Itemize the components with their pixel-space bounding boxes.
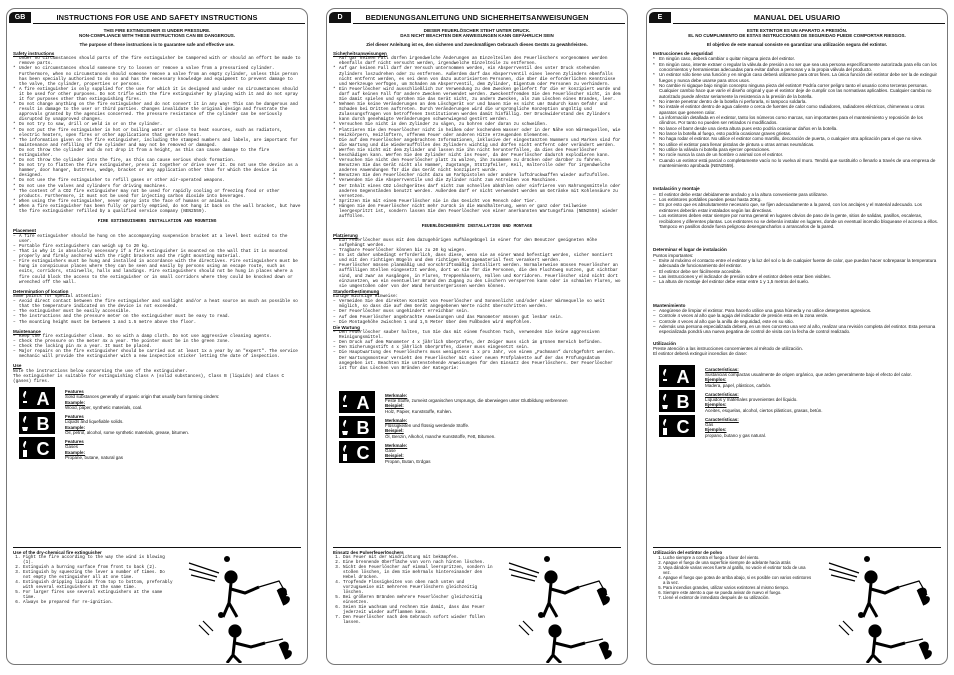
maintenance-list xyxy=(653,308,941,335)
fire-class-c: C Características: Gas Ejemplos: propano, butano y gas natural. xyxy=(653,415,941,437)
lead-line-1: ESTE EXTINTOR ES UN APARATO A PRESIÓN. xyxy=(746,28,848,33)
fire-class-b: B Características: Líquidos y materiales provenientes del líquido. Ejemplos: Aceites, esquelas, alcohol, ciertos plásticos, grasas, betún. xyxy=(653,390,941,412)
list-item: * Der Inhalt eines CO2 Löschgerätes darf nicht zum schnellen abkühlen oder einfrieren von Nahrungsmitteln oder anderen Gegenständen benutzt werden. Außerdem darf er nicht verwendet werden um Getränke mit Kohlensäure zu versetzen. xyxy=(333,183,621,199)
fire-class-c-icon xyxy=(19,437,55,459)
list-item: – That is why it is absolutely necessary if a fire extinguisher is mounted on the wall that it is mounted properly and firmly anchored with the right brackets and the right mounting material. xyxy=(13,249,288,260)
install-list xyxy=(653,192,941,229)
list-item: 5. For larger fires use several extinguishers at the same time. xyxy=(23,590,173,600)
list-item: 6. Always be prepared for re-ignition. xyxy=(23,600,173,605)
purpose: The purpose of these instructions is to guarantee safe and effective use. xyxy=(79,41,235,47)
list-item: – Los extintores portátiles pueden pesar hasta 20Kg. xyxy=(653,197,762,203)
list-item: – Keep the fire extinguisher clean. Do so with a damp cloth. Do not use aggressive cleaning agents. xyxy=(13,334,272,340)
list-item: – Los extintores deben estar siempre por norma general en lugares obvios de paso de la gente, sitios de salidas, pasillos, escaleras, recibidores y diferentes plantas. Los extintores no se deberán instalar en lugares, donde un eventual incendio bloquease el acceso a éllos. Tampoco en pasillos donde fuera peligroso desengancharlos o arrancarlos de la pared. xyxy=(653,213,939,229)
list-item: 7. Den Feuerlöscher nach dem Gebrauch sofort wieder füllen lassen. xyxy=(343,615,493,625)
location-list xyxy=(653,258,941,285)
list-item: * Hängen Sie den Feuerlöscher nicht mehr zurück in die Wandhalterung, wenn er ganz oder teilweise leergespritzt ist, sondern lassen Sie den Feuerlöscher von einer anerkannten Wartungsfirma (NEN2559) wieder auffüllen. xyxy=(333,203,618,220)
lead-line-2: EL NO CUMPLIMIENTO DE ESTAS INSTRUCCIONES DE SEGURIDAD PUEDE COMPORTAR RIESGOS. xyxy=(688,33,906,39)
placement-list xyxy=(333,238,621,289)
fire-class-c-icon xyxy=(339,441,375,463)
class-letter: B xyxy=(676,391,690,412)
list-item: – Check the locking pin 4x a year. It must be placed. xyxy=(13,344,152,350)
list-item: – Feuerlöscher müssen planmäßig und vorschriftsmäßig installiert werden. Normalerweise müssen Feuerlöscher an auffälligen Stellen eingesetzt werden, dort wo sie für die Personen, die den Fluchtweg nutzen, gut sichtbar sind, und zwar an Ausgängen, in Fluren, Treppenhäusern, Hallen und Korridoren. Feuerlöscher sind nicht dort einzusetzen, wo ein eventueller Brand den Zugang zu den Löschern versperren kann oder in schmalen Fluren, wo sie umgestoßen oder von der Wand heruntergerissen werden können. xyxy=(333,263,621,289)
fire-class-c: C Merkmale: Gase Beispiel: Propan, Butan, Erdgas xyxy=(333,441,621,463)
list-item: * Do not put the fire extinguisher in hot or boiling water or close to heat sources, such as radiators, electric heaters, open fires or other applications that generate heat. xyxy=(13,127,283,138)
fire-class-c-icon xyxy=(659,415,695,437)
purpose: El objetivo de este manual consiste en garantizar una utilización segura del extintor. xyxy=(706,41,888,47)
list-item: * Do not use the valves and cylinders for driving machines. xyxy=(13,183,168,189)
use-text-1: Preste atención a las instrucciones concernientes al método de utilización. xyxy=(653,346,803,352)
class-letter: C xyxy=(356,442,370,463)
list-item: * Under no circumstances should parts of the fire extinguisher be tampered with or should an effort be made to remove parts. xyxy=(13,56,301,67)
list-item: * Do not change anything on the fire extinguisher and do not convert it in any way! This can be dangerous and result in damage to the user or third parties. Changes invalidate the original design and frustrate the approvals granted by the agencies concerned. The pressure resistance of the cylinder can be seriously disrupted by unapproved changes. xyxy=(13,102,298,123)
fire-class-b: B Features Liquids and liquefiable solids. Example: Oil, petrol, alcohol, some synthetic materials, grease, bitumen. xyxy=(13,412,301,434)
usage-heading: Use of the dry-chemical fire extinguisher xyxy=(13,550,102,555)
maintenance-heading: Maintenance xyxy=(13,328,41,334)
location-list xyxy=(333,299,621,324)
fire-class-a-icon xyxy=(19,387,55,409)
list-item: * Werfen Sie nicht mit dem Zylinder und lassen Sie ihn nicht herunterfallen, da dies den Feuerlöscher beschädigen kann. Werfen Sie den Zylinder nicht ins Feuer, da der Feuerlöscher dadurch explodieren kann. xyxy=(333,147,611,159)
class-letter: A xyxy=(356,392,370,413)
list-item: * No rocíe nunca la cara de un hombre o animal con el extintor. xyxy=(653,152,784,158)
class-letter: A xyxy=(36,389,50,410)
list-item: – Avoid direct contact between the fire extinguisher and sunlight and/or a heat source as much as possible so that the temperature indicated on the device is not exceeded. xyxy=(13,299,298,310)
list-item: 5. Bei größeren Bränden mehrere Feuerlöscher gleichzeitig einsetzen. xyxy=(343,595,493,605)
list-item: – Controle 4 veces al año que la anilla de seguridad, este en su sitio. xyxy=(653,318,794,324)
fire-class-b-icon xyxy=(659,390,695,412)
list-item: – Es ist daher unbedingt erforderlich, dass diese, wenn sie an einer Wand befestigt werden, sicher montiert und mit den richtigen Bügeln und dem richtigen Montagematerial fest verankert werden. xyxy=(333,253,613,264)
list-item: * La información detallada en el extintor, tanto los números como marcas, son importantes para el mantenimiento y reposición de los cilindros. Por tanto no pueden ser retirados ni modificados. xyxy=(653,115,923,126)
list-item: * The content of a CO2 fire extinguisher may not be used for rapidly cooling or freezing food or other products. Furthermore, it must not be used for injecting carbon dioxide into beverages. xyxy=(13,188,280,199)
list-item: – Controle 4 veces al año que la aguja del indicador de presión esta en la zona verde. xyxy=(653,313,829,319)
maintenance-list xyxy=(13,334,301,359)
location-heading: Determination of location xyxy=(13,288,69,294)
list-item: * Do not throw the cylinder and do not drop it from a height, as this can cause damage to the fire extinguisher. xyxy=(13,147,270,159)
location-list xyxy=(13,299,301,324)
usage-steps xyxy=(333,555,493,625)
list-item: 3. Extinguish by squeezing the lever a number of times. Do not empty the extinguisher all at one time. xyxy=(23,570,173,580)
list-item: – Las instrucciones y el indicador de presión sobre el extintor deben estar bien visibles. xyxy=(653,273,831,279)
list-item: * No intente penetrar dentro de la botella ni perforarla, ni tampoco soldarla. xyxy=(653,98,807,104)
lead-line-2: DAS NICHT BEACHTEN DER ANWEISUNGEN KANN GEFÄHRLICH SEIN xyxy=(400,33,554,39)
list-item: * When a fire extinguisher has been fully or partly emptied, do not hang it back on the wall bracket, but have the fire extinguisher refilled by a qualified service company (NEN2559). xyxy=(13,203,301,215)
list-item: – Portable fire extinguishers can weigh up to 20 kg. xyxy=(13,244,150,250)
location-intro: Einige wichtige Hinweise: xyxy=(333,294,399,300)
section-title: BEDIENUNGSANLEITUNG UND SICHERHEITSANWEISUNGEN xyxy=(365,13,589,22)
list-item: – The extinguisher must be easily accessible. xyxy=(13,309,132,315)
list-item: 3. Nicht den Feuerlöscher auf einmal leerspritzen, sondern in stoßen löschen, in dem Sie mehrmals hintereinander den Hebel drücken. xyxy=(343,565,493,580)
list-item: * Cuando un extintor está parcial o completamente vacío no lo vuelva al muro. Tendrá que sustituirlo o llenarlo a través de una empresa de mantenimiento aprobada (NEN2559). xyxy=(653,157,936,169)
lead-line-1: THIS FIRE EXTINGUISHER IS UNDER PRESSURE. xyxy=(103,28,211,33)
class-letter: A xyxy=(676,366,690,387)
install-heading: FEUERLÖSCHGERÄTE INSTALLATION UND MONTAGE xyxy=(421,224,533,230)
location-intro: Some points for special attention: xyxy=(13,294,102,300)
install-heading: FIRE EXTINGUISHERS INSTALLATION AND MOUNTING xyxy=(97,219,217,225)
safety-heading: Safety instructions xyxy=(13,50,55,56)
placement-list xyxy=(13,234,301,285)
safety-heading: Sicherheitsanweisungen xyxy=(333,50,387,56)
list-item: * Do not try to saw, drill or weld in or on the cylinder. xyxy=(13,122,163,128)
lead-line-1: DIESER FEUERLÖSCHER STEHT UNTER DRUCK. xyxy=(423,28,531,33)
column-header xyxy=(329,12,625,24)
location-intro: Puntos importantes: xyxy=(653,252,694,258)
list-item: – Es por esto que es absolutamente necesario que, se fijen adecuadamente a la pared, con los anclajes y el material adecuado. Los extintores deberán estar instalados según las directivas. xyxy=(653,202,922,213)
column-header xyxy=(9,12,305,24)
column-header xyxy=(649,12,945,24)
column-es xyxy=(646,8,948,665)
list-item: * En ningún caso, intente extraer o regular la válvula de presión a no ser que sea una persona específicamente autorizada para ello con los conocimientos y herramientas adecuadas para evitar daños a personas y a la propia válvula del producto. xyxy=(653,61,937,72)
list-item: * No haga rodar el extintor. No utilice el extintor como martillo, decoración de puerta, o cualquier otra aplicación para el que no sirve. xyxy=(653,136,923,142)
list-item: 5. Para incendios grandes, utilizar varios extintores al mismo tiempo. xyxy=(663,585,813,590)
list-item: * A fire extinguisher is only supplied for the use for which it is designed and under no circumstances should it be used for other purposes. Do not trifle with the fire extinguisher by playing with it and do not spray it for purposes other than extinguishing fires. xyxy=(13,86,298,102)
safety-list xyxy=(13,56,301,214)
list-item: – Der Feuerlöscher muss ungehindert erreichbar sein. xyxy=(333,309,470,315)
extinguisher-usage-illustration xyxy=(819,555,937,663)
list-item: * No instale el extintor dentro de agua caliente o cerca de fuentes de calor como radiadores, radiadores eléctricos, chimeneas u otros aparatos que generen calor. xyxy=(653,104,925,115)
list-item: * Verwenden Sie die Absperrventile und die Zylinder nicht zum Antreiben von Maschinen. xyxy=(333,178,558,184)
list-item: – Major repairs on the fire extinguisher should be carried out at least 1x a year by an "expert". The service mechanic will provide the extinguisher with a new inspection sticker letting the date of inspection. xyxy=(13,349,298,360)
list-item: – Den Druck auf dem Manometer 4 x jährlich überprüfen, der Zeiger muss sich im grünen Bereich befinden. xyxy=(333,340,603,346)
placement-heading: Placement xyxy=(13,228,36,234)
class-letter: C xyxy=(676,416,690,437)
list-item: – Auf dem Feuerlöscher angebrachte Anweisungen und das Manometer müssen gut lesbar sein. xyxy=(333,314,564,320)
list-item: – The instructions and the pressure meter on the extinguisher must be easy to read. xyxy=(13,314,231,320)
list-item: 4. Extinguish dripping liquids from top to bottom, preferably with several extinguishers at the same time. xyxy=(23,580,173,590)
list-item: 7. Llené el extintor de inmediato después de su utilización. xyxy=(663,595,813,600)
maintenance-heading: Die Wartung xyxy=(333,324,360,330)
list-item: – A fire extinguisher should be hung on the accompanying suspension bracket at a level best suited to the user. xyxy=(13,233,288,244)
safety-list xyxy=(653,56,941,168)
use-text-1: Note the instructions below concerning the use of the extinguisher. xyxy=(13,368,188,374)
fire-class-a-icon xyxy=(339,391,375,413)
extinguisher-usage-illustration xyxy=(499,555,617,663)
list-item: – La altura de montaje del extintor debe estar entre 1 y 1,5 metros del suelo. xyxy=(653,279,810,285)
language-tab: E xyxy=(649,12,671,23)
list-item: * Do not use the fire extinguisher to refill gases or other air-operated weapons. xyxy=(13,178,225,184)
class-letter: B xyxy=(36,414,50,435)
list-item: * Nehmen Sie keine Veränderungen an dem Löschgerät vor und bauen Sie es nicht um! Dadurch kann Gefahr und Schaden bei Dritten auftreten. Durch Veränderungen wird die ursprüngliche Konzeption ungültig und Zulassungsfragen von betroffenen Institutionen werden damit hinfällig. Der Druckwiderstand des Zylinders kann durch genehmigte Veränderungen schwerwiegend gestört werden. xyxy=(333,102,611,123)
list-item: – Ein Feuerlöscher muss mit dem dazugehörigen Aufhängebügel in einer für den Benutzer geeigneten Höhe aufgehängt werden. xyxy=(333,237,598,249)
usage-heading: Einsatz des Pulverfeuerlöschers xyxy=(333,550,404,555)
fire-class-b-icon xyxy=(339,416,375,438)
list-item: 4. Tropfende Flüssigkeiten von oben nach unten und vorzugsweise mit mehreren Feuerlöschern gleichzeitig löschen. xyxy=(343,580,493,595)
usage-steps xyxy=(653,555,813,600)
list-item: * No utilice la válvula ni botella para ejercer operaciones. xyxy=(653,147,771,153)
list-item: – Evite al máximo el contacto entre el extintor y la luz del sol o la de cualquier fuente de calor, que puedan hacer sobrepasar la temperatura adecuada de funcionamiento del extintor. xyxy=(653,257,937,269)
maintenance-list xyxy=(333,330,621,371)
list-item: * Spritzen Sie mit einem Feuerlöscher nie in das Gesicht von Mensch oder Tier. xyxy=(333,198,538,204)
list-item: – El extintor debe estar debidamente anclado y a la altura conveniente para utilizarse. xyxy=(653,191,829,197)
list-item: – Check the pressure on the meter 4x a year. The pointer must be in the green zone. xyxy=(13,339,231,345)
list-item: – Den Sicherungsstift 4 x jährlich überprüfen, dieser muss eingesetzt sein. xyxy=(333,345,530,351)
list-item: – Tragbare Feuerlöscher können bis zu 20 kg wiegen. xyxy=(333,248,467,254)
list-item: – Además una persona especializada deberá, en un mes concreto una vez al año, realizar una revisión completa del extintor. Esta persona especializada pondrá una nueva pegatina de control de visita con la fecha de control realizado. xyxy=(653,323,936,335)
column-gb xyxy=(6,8,308,665)
list-item: 2. Extinguish a burning surface from front to back (2). xyxy=(23,565,173,570)
use-text-2: El extintor deberá extinguir incendios de clase: xyxy=(653,351,748,357)
list-item: – Asegúrese de limpiar el extintor. Para hacerlo utilice una gasa húmeda y no utilice detergentes agresivos. xyxy=(653,307,872,313)
usage-heading: Utilización del extintor de polvo xyxy=(653,550,723,555)
list-item: * Ein Feuerlöscher wird ausschließlich zur Verwendung zu dem Zwecken geliefert für die er konzipiert wurde und darf auf keinen Fall für andere Zwecken verwendet werden. Zweckentfremden Sie den Feuerlöscher nicht, in dem Sie damit spielen und sprühen Sie das Gerät nicht, zu andern Zwecken, als zum Löschen eines Brandes, leer. xyxy=(333,86,621,102)
use-text-2: The extinguisher is suitable for extinguishing Class A (solid substances), Class B (liquids) and Class C (gases) fires. xyxy=(13,373,285,385)
list-item: * No cambie ni sigaque bajo ningún concepto ninguna pieza del extintor! Podría correr peligro tanto el usuario como terceras personas. Cualquier cambio hace que varíe el diseño original y que el extintor deje de cumplir con las normativas aplicables. Cualquier cambio no autorizado puede afectar seriamente la resistencia a la presión de la botella. xyxy=(653,82,932,99)
list-item: 1. Das Feuer mit der Windrichtung mit bekämpfen. xyxy=(343,555,493,560)
fire-class-c: C Features Gases Example: Propane, butane, natural gas xyxy=(13,437,301,459)
location-heading: Standortbestimmung xyxy=(333,288,380,294)
column-de xyxy=(326,8,628,665)
list-item: 2. Apague el fuego de una superficie siempre de adelante hacia atrás xyxy=(663,560,813,565)
list-item: – Vermeiden Sie den direkten Kontakt von Feuerlöscher und Sonnenlicht und/oder einer Wärmequelle so weit möglich, so dass die auf dem Gerät angegebenen Werte nicht überschritten werden. xyxy=(333,299,605,310)
safety-heading: Instrucciones de seguridad xyxy=(653,50,713,56)
list-item: * Platzieren Sie den Feuerlöscher nicht in heißem oder kochendem Wasser oder in der Nähe von Wärmequellen, wie Heizkörpern, Heizlüftern, offenem Feuer oder anderen Hitze erzeugenden Elementen. xyxy=(333,127,621,138)
fire-class-b: B Merkmale: Flüssigkeiten und flüssig werdende Stoffe. Beispiel: Öl, Benzin, Alkohol, manche Kunststoffe, Fett, Bitumen. xyxy=(333,416,621,438)
language-tab: D xyxy=(329,12,351,23)
class-letter: C xyxy=(36,439,50,460)
list-item: * Versuchen Sie nicht den Feuerlöscher platt zu walzen, ihn zusammen zu drücken oder darüber zu fahren. Benutzen Sie das Gerät nicht als Hammer, Zugstange, Stützpfeiler, Keil, Halterolle oder für irgendwelche anderen Anwendungen für die das Gerät nicht konzipiert wurde. xyxy=(333,158,611,174)
fire-class-a: A Características: Sustancias compactas usualmente de origen orgánico, que arden generalmente bajo el efecto del calor. Ejemplos: Madera, papel, plásticos, carbón. xyxy=(653,365,941,387)
usage-section xyxy=(333,547,621,625)
section-title: INSTRUCTIONS FOR USE AND SAFETY INSTRUCTIONS xyxy=(56,13,258,22)
list-item: * No utilice el extintor para llenar pistolas de pintura u otras armas neumáticas. xyxy=(653,141,815,147)
list-item: 4. Apague el fuego que gotea de arriba abajo, si es posible con varios extintores a la vez. xyxy=(663,575,813,585)
list-item: * No lance la botella al fuego, esto podría ocasionar graves grietas. xyxy=(653,131,792,137)
placement-heading: Platzierung xyxy=(333,232,358,238)
section-title: MANUAL DEL USUARIO xyxy=(753,13,841,22)
list-item: * Un extintor sólo tiene una función y en ningún caso deberá utilizarse para otros fines. La única función del extintor debe ser la de extinguir fuegos y nunca debe usarse para otros usos. xyxy=(653,72,938,83)
list-item: * Auf gar keinen Fall darf der Versuch unternommen werden, ein Absperrventil des unter Druck stehenden Zylinders loszudrehen oder zu entfernen. Außerdem darf das Absperrventil eines leeren Zylinders ebenfalls nicht entfernt werden, es sei denn von dazu autorisierten Personen, die über die erforderlichen Kenntnisse und Werkzeuge verfügen, um Schaden am Absperrventil, dem Zylinder, Eigentum oder Personen zu verhindern. xyxy=(333,66,616,87)
list-item: 6. Seien Sie wachsam und rechnen Sie damit, dass das Feuer jederzeit wieder aufflammen kann. xyxy=(343,605,493,615)
lead-line-2: NON-COMPLIANCE WITH THESE INSTRUCTIONS CAN BE DANGEROUS. xyxy=(78,33,235,39)
use-heading: Use xyxy=(13,363,22,369)
list-item: – Fire extinguishers must be hung and installed in accordance with the directives. Fire extinguishers must be hung in conspicuous places where they can be seen and easily by persons using an escape route, such as exits, corridors, stairwells, halls and landings. Fire extinguishers should not be hung in places where a fire could block the access to the extinguisher or in small corridors where they could be knocked down or wrenched off the wall. xyxy=(13,259,298,285)
class-letter: B xyxy=(356,417,370,438)
usage-steps xyxy=(13,555,173,605)
list-item: – The mounting height must be between 1 and 1.5 metre above the floor. xyxy=(13,319,197,325)
list-item: * Do not try to flatten the fire extinguisher, press it together or drive over it. Do not use the device as a hammer, door hanger, buttress, wedge, bracket or any application other than for which the device is designed. xyxy=(13,163,298,179)
list-item: – El extintor debe ser fácilmente accesible. xyxy=(653,268,742,274)
list-item: 1. Luche siempre a contra el fuego a favor del viento. xyxy=(663,555,813,560)
fire-class-a-icon xyxy=(659,365,695,387)
list-item: 3. Vaya dándole varias veces fuerte al gatillo, no vacíe el extintor todo de una vez. xyxy=(663,565,813,575)
fire-class-b-icon xyxy=(19,412,55,434)
fire-class-a: A Merkmale: Feste Stoffe, zumeist organischen Ursprungs, die überwiegen unter Glutbildung verbrennen Beispiel: Holz, Papier, Kunststoffe, Kohlen. xyxy=(333,391,621,413)
safety-list xyxy=(333,56,621,219)
list-item: * Die auf dem Feuerlöscher angebrachten Informationen, inklusive der eingestanzten Nummern und Marken sind für die Wartung und die Wiederauffüllen des Zylinders wichtig und dürfen nicht entfernt oder verändert werden. xyxy=(333,137,621,148)
list-item: * Do not throw the cylinder into the fire, as this can cause serious shock formation. xyxy=(13,158,236,164)
fire-class-a: A Features Solid substances generally of organic origin that usually burn forming cinders: Example: Wood, paper, synthetic materials, coal. xyxy=(13,387,301,409)
maintenance-heading: Mantenimiento xyxy=(653,302,686,308)
list-item: * En ningún caso, deberá cambiar o quitar ninguna pieza del extintor. xyxy=(653,56,795,62)
list-item: * Benutzen Sie den Feuerlöscher nicht dazu um Farbpistolen oder andere luftdruckwaffen wieder aufzufüllen. xyxy=(333,173,611,179)
usage-section xyxy=(13,547,301,605)
list-item: * Versuchen Sie nicht in den Zylinder zu sägen, zu bohren oder daran zu schweißen. xyxy=(333,122,548,128)
extinguisher-usage-illustration xyxy=(179,555,297,663)
usage-section xyxy=(653,547,941,600)
list-item: 1. Fight the fire according to the way the wind is blowing (1). xyxy=(23,555,173,565)
list-item: * The information given on the fire extinguisher, including the stamped numbers and labels, are important for maintenance and refilling of the cylinder and may not be removed or damaged. xyxy=(13,137,298,148)
list-item: – Die Hauptwartung des Feuerlöschers muss wenigstens 1 x pro Jahr, von einem „Fachmann“ durchgeführt werden. Der Wartungsmonteur versieht den Feuerlöscher mit einer neuen Prüfplakette auf der das Prüfungsdatum angegeben ist. Beachten Sie untenstehende Anweisungen für den Einsatz des Feuerlöschers. Der Feuerlöscher ist für das Löschen von Bränden der Kategorie: xyxy=(333,350,616,371)
list-item: 2. Eine brennende Oberfläche von vorn nach hinten löschen. xyxy=(343,560,493,565)
list-item: 6. Siempre este atento a que se pueda avivar de nuevo el fuego. xyxy=(663,590,813,595)
list-item: – Die Montagehöhe zwischen 1 und 1,5 Meter über dem Fußboden wird empfohlen. xyxy=(333,319,532,325)
language-tab: GB xyxy=(9,12,31,23)
list-item: * Auf gar keinen Fall dürfen irgendwelche Änderungen an Einzelteilen des Feuerlöschers vorgenommen werden ebenfalls darf nicht versucht werden, irgendwelche Einzelteile zu entfernen. xyxy=(333,56,608,67)
list-item: – Den Feuerlöscher sauber halten, tun Sie das mit einem feuchten Tuch, verwenden Sie keine aggressiven Reinigungsmittel. xyxy=(333,330,600,341)
list-item: * When using the fire extinguisher, never spray into the face of humans or animals. xyxy=(13,198,231,204)
list-item: * No lance el bam! desde una cierta altura pues esto podría ocasionar daños en la botella. xyxy=(653,125,838,131)
location-heading: Determinar el lugar de instalación xyxy=(653,247,727,253)
purpose: Ziel dieser Anleitung ist es, den sicheren und zweckmäßigen Gebrauch dieses Geräts zu gewährleisten. xyxy=(366,41,588,47)
list-item: * Under no circumstances should someone try to loosen or remove a valve from a pressurised cylinder. Furthermore, when no circumstances should someone remove a valve from an empty cylinder, unless this person has been specially authorised to do so and has the necessary knowledge and equipment to prevent damage to the valve, the cylinder, properties or persons. xyxy=(13,66,298,87)
use-heading: Utilización xyxy=(653,340,676,346)
install-heading: Instalación y montaje xyxy=(653,186,700,192)
